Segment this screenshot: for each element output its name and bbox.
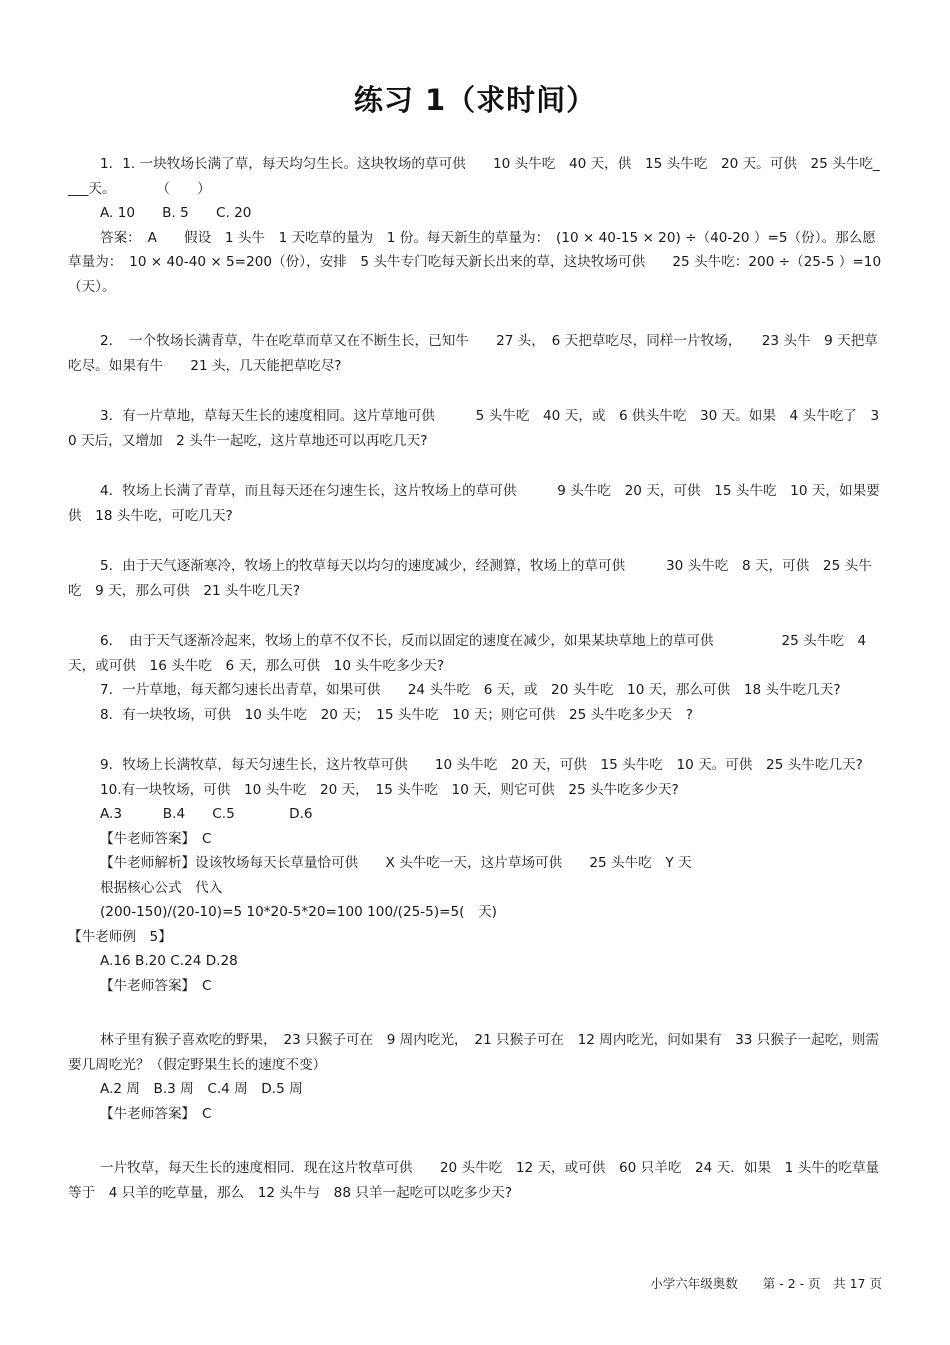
question-2: 2． 一个牧场长满青草，牛在吃草而草又在不断生长，已知牛 27 头， 6 天把草吃尽，同样一片牧场， 23 头牛 9 天把草吃尽。如果有牛 21 头，几天能把草吃尽?	[68, 333, 878, 374]
question-6: 6． 由于天气逐渐冷起来，牧场上的草不仅不长，反而以固定的速度在减少，如果某块草地上的草可供 25 头牛吃 4 天，或可供 16 头牛吃 6 天，那么可供 10 头牛吃多少天?	[68, 633, 871, 674]
question-10-formula-label: 根据核心公式 代入	[100, 879, 223, 896]
question-10-answer: 【牛老师答案】 C	[100, 830, 212, 847]
question-10-analysis: 【牛老师解析】设该牧场每天长草量恰可供 X 头牛吃一天，这片草场可供 25 头牛吃 Y 天	[100, 855, 692, 871]
example-5-options: A.16 B.20 C.24 D.28	[100, 953, 238, 969]
question-4: 4．牧场上长满了青草，而且每天还在匀速生长，这片牧场上的草可供 9 头牛吃 20 天，可供 15 头牛吃 10 天，如果要供 18 头牛吃，可吃几天?	[68, 483, 880, 524]
question-3: 3．有一片草地，草每天生长的速度相同。这片草地可供 5 头牛吃 40 天，或 6 供头牛吃 30 天。如果 4 头牛吃了 30 天后，又增加 2 头牛一起吃，这片草地还可以再吃几天?	[68, 408, 880, 449]
question-9: 9．牧场上长满牧草，每天匀速生长，这片牧草可供 10 头牛吃 20 天，可供 15 头牛吃 10 天。可供 25 头牛吃几天?	[100, 757, 863, 773]
question-10: 10.有一块牧场，可供 10 头牛吃 20 天， 15 头牛吃 10 天，则它可供 25 头牛吃多少天?	[100, 781, 679, 798]
monkey-question-answer: 【牛老师答案】 C	[100, 1105, 212, 1122]
monkey-question: 林子里有猴子喜欢吃的野果， 23 只猴子可在 9 周内吃光， 21 只猴子可在 12 周内吃光，问如果有 33 只猴子一起吃，则需要几周吃光？（假定野果生长的速度不变）	[68, 1032, 880, 1073]
example-5-answer: 【牛老师答案】 C	[100, 977, 212, 994]
question-7: 7．一片草地，每天都匀速长出青草，如果可供 24 头牛吃 6 天，或 20 头牛吃 10 天，那么可供 18 头牛吃几天?	[100, 682, 841, 698]
question-1-options: A. 10 B. 5 C. 20	[100, 205, 252, 221]
monkey-question-options: A.2 周 B.3 周 C.4 周 D.5 周	[100, 1081, 303, 1097]
document-body	[68, 152, 883, 1205]
question-5: 5．由于天气逐渐寒冷，牧场上的牧草每天以均匀的速度减少，经测算，牧场上的草可供 30 头牛吃 8 天，可供 25 头牛吃 9 天，那么可供 21 头牛吃几天?	[68, 558, 872, 599]
example-5-heading: 【牛老师例 5】	[68, 928, 172, 945]
question-1: 1．1. 一块牧场长满了草，每天均匀生长。这块牧场的草可供 10 头牛吃 40 天，供 15 头牛吃 20 天。可供 25 头牛吃____天。 （ ）	[68, 156, 880, 197]
question-10-options: A.3 B.4 C.5 D.6	[100, 806, 313, 822]
question-1-answer: 答案： A 假设 1 头牛 1 天吃草的量为 1 份。每天新生的草量为： (10 × 40-15 × 20) ÷（40-20 ）=5（份）。那么愿草量为： 10 × 40-40 × 5=200（份），安排 5 头牛专门吃每天新长出来的草，这块牧场可供 25 头牛吃：200 ÷（25-5 ）=10（天）。	[68, 229, 882, 295]
page-title: 练习 1（求时间）	[353, 83, 597, 117]
question-8: 8．有一块牧场，可供 10 头牛吃 20 天； 15 头牛吃 10 天；则它可供 25 头牛吃多少天 ?	[100, 706, 693, 723]
cow-sheep-question: 一片牧草，每天生长的速度相同．现在这片牧草可供 20 头牛吃 12 天，或可供 60 只羊吃 24 天．如果 1 头牛的吃草量等于 4 只羊的吃草量，那么 12 头牛与 88 只羊一起吃可以吃多少天?	[68, 1160, 880, 1201]
question-10-formula: (200-150)/(20-10)=5 10*20-5*20=100 100/(25-5)=5( 天)	[100, 904, 497, 920]
page-footer: 小学六年级奥数 第 - 2 - 页 共 17 页	[650, 1276, 882, 1291]
